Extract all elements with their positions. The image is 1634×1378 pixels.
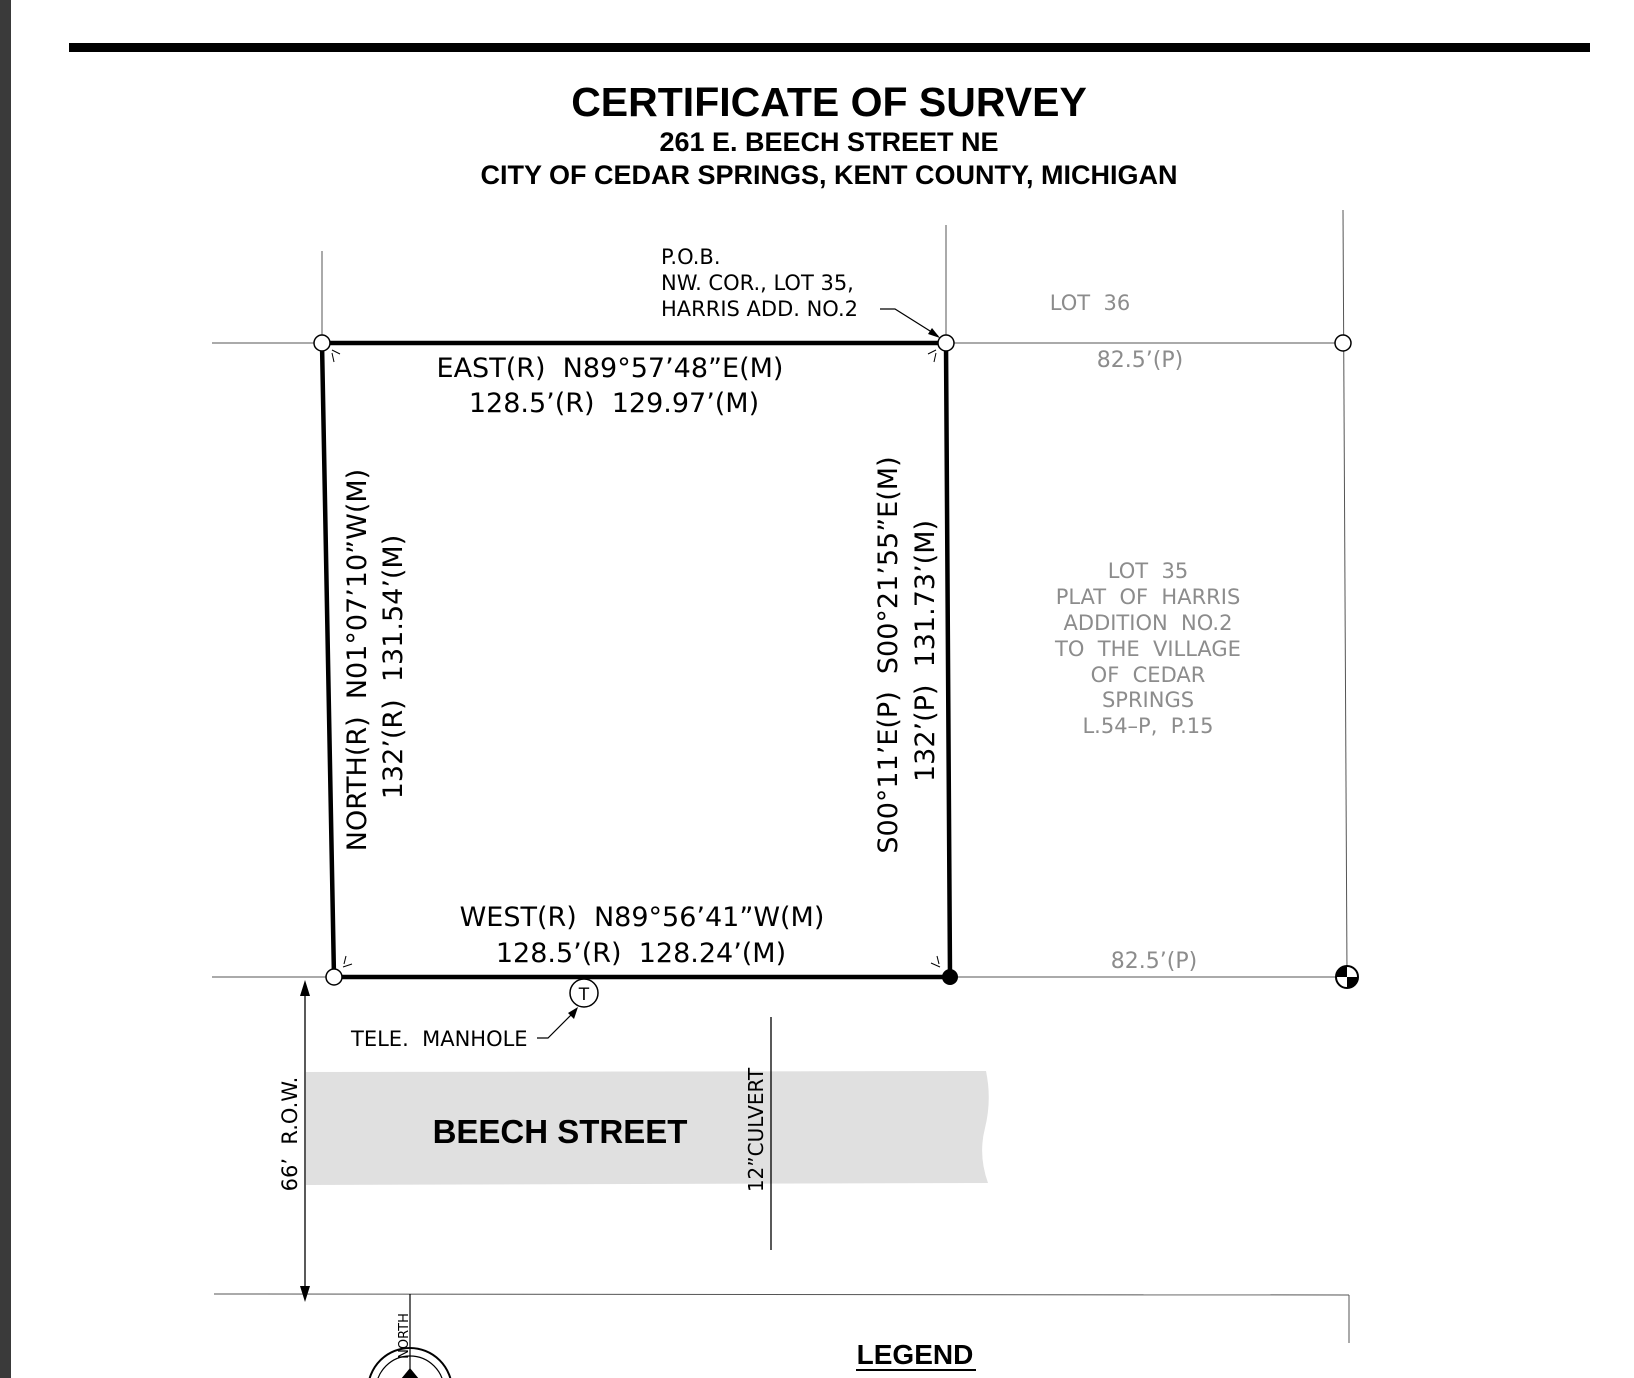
east-line-distance: 132’(P) 131.73’(M) [910, 519, 941, 783]
corner-se-marker [942, 969, 958, 985]
lot35-line: SPRINGS [1101, 688, 1195, 712]
row-label: 66’ R.O.W. [278, 1076, 302, 1192]
lot35-line: TO THE VILLAGE [1055, 637, 1241, 661]
lot35-line: L.54–P, P.15 [1082, 714, 1214, 738]
manhole-label: TELE. MANHOLE [351, 1027, 528, 1051]
corner-sw-marker [326, 969, 342, 985]
north-arrow-label: NORTH [397, 1313, 412, 1359]
lot36-ne-marker [1335, 335, 1351, 351]
lot36-bottom-dimension: 82.5’(P) [1110, 949, 1198, 974]
north-line-bearing: EAST(R) N89°57’48”E(M) [436, 353, 784, 384]
corner-ne-pob-marker [938, 335, 954, 351]
culvert-label: 12”CULVERT [744, 1067, 768, 1193]
row-arrow-top [300, 980, 310, 996]
pob-label-line2: NW. COR., LOT 35, [661, 271, 854, 295]
west-line-bearing: NORTH(R) N01°07’10”W(M) [342, 468, 373, 852]
north-arrow [368, 1294, 452, 1378]
page-edge [0, 0, 11, 1378]
lot35-line: ADDITION NO.2 [1063, 611, 1233, 635]
survey-jurisdiction: CITY OF CEDAR SPRINGS, KENT COUNTY, MICHIGAN [480, 160, 1178, 190]
corner-angle-ticks [332, 350, 940, 967]
street-name: BEECH STREET [432, 1113, 688, 1150]
west-line-distance: 132’(R) 131.54’(M) [378, 534, 409, 800]
lot35-line: PLAT OF HARRIS [1055, 585, 1241, 609]
lot36-se-monument [1336, 966, 1358, 988]
corner-nw-marker [314, 335, 330, 351]
east-line-bearing: S00°11’E(P) S00°21’55”E(M) [873, 456, 904, 854]
lot35-description [1054, 559, 1241, 738]
top-border-bar [69, 43, 1590, 52]
survey-title: CERTIFICATE OF SURVEY [571, 79, 1087, 125]
legend-title: LEGEND [856, 1339, 974, 1370]
pob-label-line1: P.O.B. [661, 245, 721, 269]
south-line-distance: 128.5’(R) 128.24’(M) [495, 938, 787, 969]
south-line-bearing: WEST(R) N89°56’41”W(M) [459, 902, 825, 933]
pob-leader [880, 309, 938, 336]
pob-leader-arrow [928, 328, 940, 338]
lot36-label: LOT 36 [1049, 291, 1131, 315]
lot35-line: OF CEDAR [1090, 663, 1206, 687]
manhole-symbol: T [578, 985, 590, 1005]
pob-label-line3: HARRIS ADD. NO.2 [661, 297, 859, 321]
lot35-line: LOT 35 [1107, 559, 1189, 583]
survey-address: 261 E. BEECH STREET NE [659, 127, 999, 157]
lot36-top-dimension: 82.5’(P) [1096, 348, 1184, 373]
property-boundary [322, 343, 950, 977]
north-line-distance: 128.5’(R) 129.97’(M) [468, 388, 760, 419]
